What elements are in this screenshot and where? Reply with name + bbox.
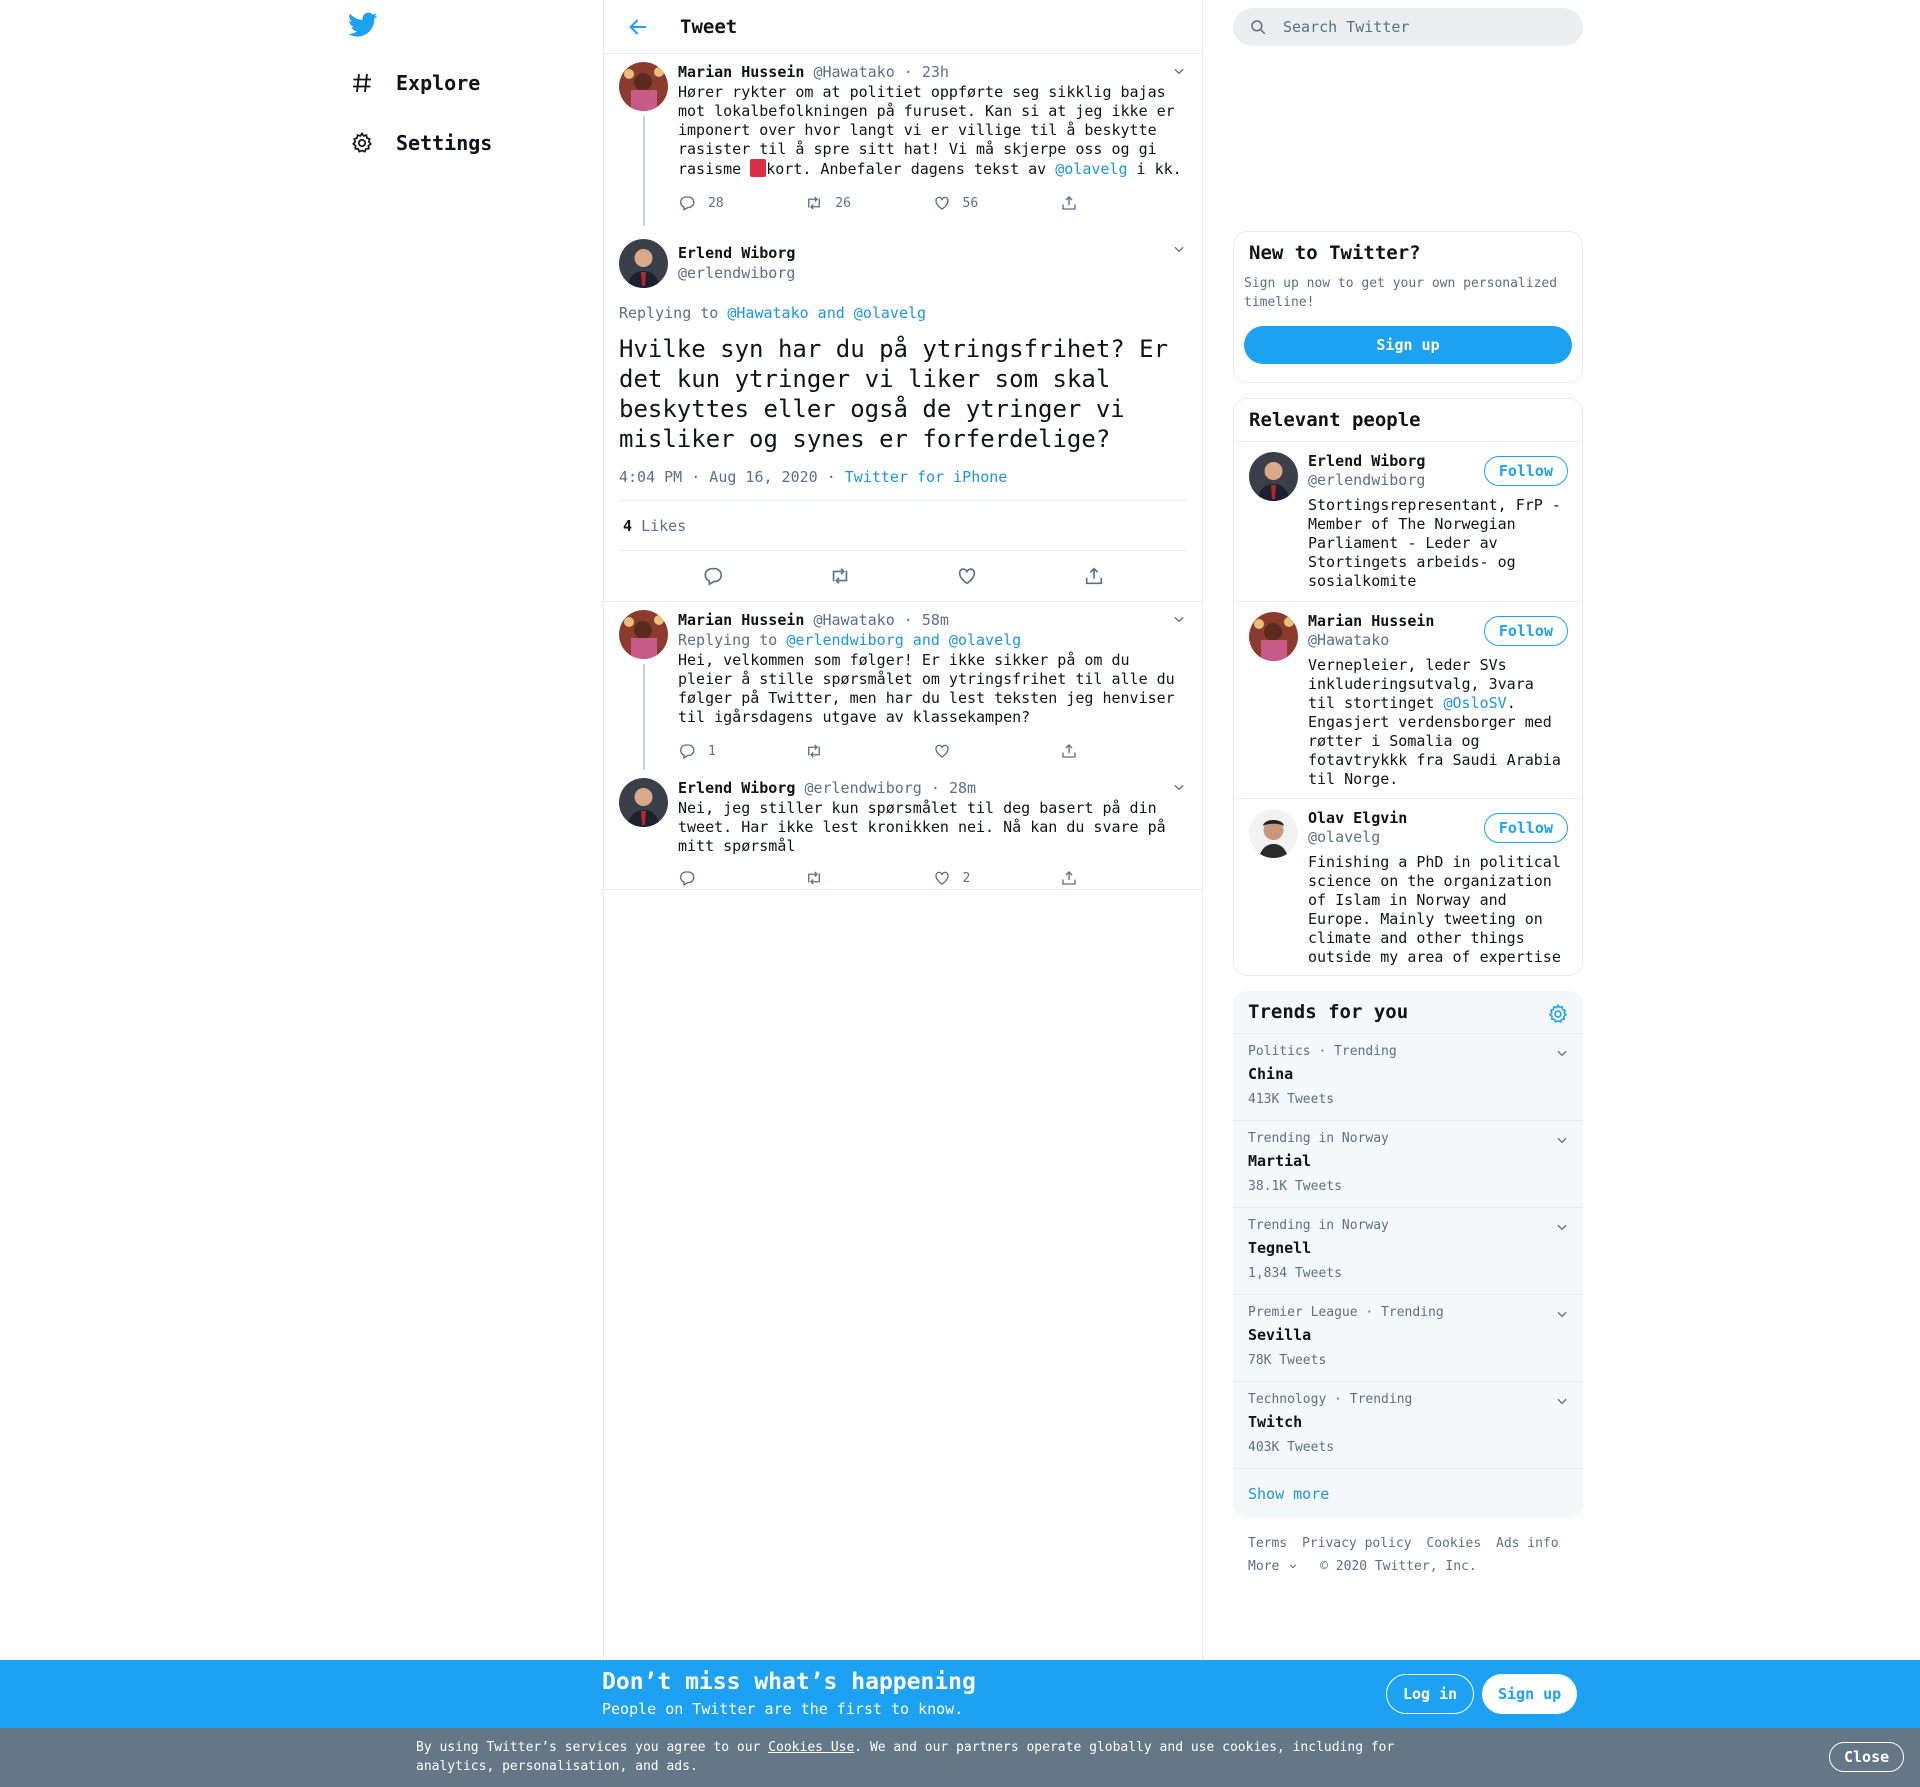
thread-line <box>643 664 645 770</box>
follow-button[interactable]: Follow <box>1484 616 1568 646</box>
separator-dot: · <box>817 468 845 486</box>
author-name[interactable]: Erlend Wiborg <box>678 779 796 797</box>
person-name[interactable]: Marian Hussein <box>1308 612 1435 630</box>
footer <box>1233 1532 1583 1578</box>
chevron-down-icon[interactable] <box>1172 780 1186 794</box>
tweet-actions <box>678 731 1187 771</box>
person-bio: Finishing a PhD in political science on the organization of Islam in Norway and Europe. Mainly tweeting on climate and other things outside my area of expertise <box>1308 853 1561 966</box>
likes-count: 4 <box>623 516 633 535</box>
chevron-down-icon[interactable] <box>1555 1046 1569 1060</box>
reply-icon <box>678 742 696 760</box>
tweet-source-link[interactable]: Twitter for iPhone <box>844 468 1008 486</box>
like-button[interactable] <box>933 194 1060 212</box>
reply-button[interactable] <box>678 194 805 212</box>
replying-to <box>619 304 1187 322</box>
chevron-down-icon[interactable] <box>1555 1220 1569 1234</box>
nav-item-explore[interactable] <box>348 63 480 103</box>
likes-label: Likes <box>641 516 687 535</box>
cookie-bar <box>0 1728 1920 1787</box>
separator-dot: · <box>903 611 922 629</box>
person-name[interactable]: Olav Elgvin <box>1308 809 1408 827</box>
retweet-icon[interactable] <box>829 565 851 587</box>
chevron-down-icon[interactable] <box>1172 64 1186 78</box>
avatar[interactable] <box>1249 612 1298 661</box>
cookie-text: By using Twitter’s services you agree to our <box>416 1740 769 1755</box>
banner-headline: Don’t miss what’s happening <box>602 1669 976 1695</box>
avatar[interactable] <box>619 239 668 288</box>
trend-name: China <box>1248 1065 1294 1083</box>
separator-dot: · <box>930 779 949 797</box>
trend-context: Trending in Norway <box>1248 1131 1389 1146</box>
reply-count: 28 <box>708 195 724 211</box>
reply-button[interactable] <box>678 742 805 760</box>
tweet-actions <box>678 858 1187 898</box>
red-card-emoji-icon <box>750 159 766 177</box>
signup-card-title: New to Twitter? <box>1249 242 1421 264</box>
tweet-actions <box>619 551 1187 601</box>
chevron-down-icon <box>1288 1561 1298 1571</box>
trend-name: Sevilla <box>1248 1326 1312 1344</box>
replying-to <box>678 630 1187 650</box>
relevant-people-card <box>1233 398 1583 976</box>
heart-icon <box>933 742 951 760</box>
likes-row[interactable] <box>619 501 1187 551</box>
tweet-time[interactable]: 58m <box>921 611 949 629</box>
footer-link[interactable]: Cookies <box>1426 1536 1482 1551</box>
tweet-body <box>678 610 1187 727</box>
gear-icon <box>348 129 376 157</box>
tweet-meta <box>678 62 1187 82</box>
retweet-icon <box>805 194 823 212</box>
page-title: Tweet <box>680 15 738 38</box>
trends-title: Trends for you <box>1248 1001 1409 1023</box>
person-name[interactable]: Erlend Wiborg <box>1308 452 1426 470</box>
author-name[interactable]: Marian Hussein <box>678 611 805 629</box>
nav-item-label: Explore <box>396 71 481 95</box>
trend-context: Politics · Trending <box>1248 1044 1397 1059</box>
tweet-text-part: Hører rykter om at politiet oppførte seg sikklig bajas mot lokalbefolkningen på furuset. Kan si at jeg ikke er imponert over hvor langt vi er villige til å beskytte rasister til å spre sitt hat! Vi må skjerpe oss og gi rasisme <box>678 83 1175 178</box>
focused-author <box>619 238 1187 288</box>
tweet-time[interactable]: 28m <box>948 779 977 797</box>
tweet-reply[interactable] <box>604 770 1202 890</box>
footer-link[interactable]: Terms <box>1248 1536 1288 1551</box>
like-button[interactable] <box>933 742 1060 760</box>
share-icon[interactable] <box>1083 565 1105 587</box>
retweet-icon <box>805 869 823 887</box>
chevron-down-icon[interactable] <box>1555 1133 1569 1147</box>
banner-subtext: People on Twitter are the first to know. <box>602 1700 964 1718</box>
person-handle[interactable]: @olavelg <box>1308 828 1381 846</box>
person-row[interactable] <box>1234 601 1582 798</box>
trends-header <box>1233 991 1583 1033</box>
person-row[interactable] <box>1234 441 1582 601</box>
chevron-down-icon[interactable] <box>1172 612 1186 626</box>
avatar[interactable] <box>619 778 668 827</box>
heart-icon <box>933 869 951 887</box>
trend-item[interactable] <box>1233 1381 1583 1468</box>
tweet-text-part: i kk. <box>1127 160 1182 178</box>
back-arrow-icon[interactable] <box>624 13 652 41</box>
footer-more[interactable] <box>1248 1559 1305 1574</box>
tweet-text-part: kort. Anbefaler dagens tekst av <box>766 160 1056 178</box>
tweet-text: Hvilke syn har du på ytringsfrihet? Er det kun ytringer vi liker som skal beskyttes eller også de ytringer vi misliker og synes er forferdelige? <box>619 335 1169 453</box>
tweet-text: Hei, velkommen som følger! Er ikke sikker på om du pleier å stille spørsmålet om ytringsfrihet til alle du følger på Twitter, men har du lest teksten jeg henviser til igårsdagens utgave av klassekampen? <box>678 651 1175 726</box>
cookie-close-button[interactable]: Close <box>1829 1742 1904 1772</box>
share-button[interactable] <box>1060 194 1187 212</box>
trend-context: Trending in Norway <box>1248 1218 1389 1233</box>
nav-item-label: Settings <box>396 131 493 155</box>
reply-icon <box>678 869 696 887</box>
share-icon <box>1060 742 1078 760</box>
tweet-actions <box>678 183 1187 223</box>
avatar[interactable] <box>619 62 668 111</box>
share-button[interactable] <box>1060 742 1187 760</box>
like-button[interactable] <box>933 869 1060 887</box>
footer-link[interactable]: Ads info <box>1496 1536 1559 1551</box>
reply-button[interactable] <box>678 869 805 887</box>
tweet-parent[interactable] <box>604 54 1202 226</box>
separator-dot: · <box>903 63 922 81</box>
author-handle[interactable]: @erlendwiborg <box>678 264 796 282</box>
replying-to-link[interactable]: @Hawatako and @olavelg <box>727 304 927 322</box>
author-handle[interactable]: @Hawatako <box>813 611 895 629</box>
reply-count: 1 <box>708 743 716 759</box>
like-count: 2 <box>962 870 971 886</box>
mention-link[interactable]: @OsloSV <box>1443 694 1507 712</box>
trend-name: Martial <box>1248 1152 1312 1170</box>
author-name[interactable]: Marian Hussein <box>678 63 805 81</box>
tweet-timestamp[interactable]: 4:04 PM · Aug 16, 2020 <box>619 468 818 486</box>
show-more-row <box>1233 1468 1583 1518</box>
bio-text: Vernepleier, leder SVs inkluderingsutvalg, 3vara til stortinget <box>1308 656 1534 712</box>
heart-icon[interactable] <box>956 565 978 587</box>
search-box[interactable] <box>1233 8 1583 46</box>
right-sidebar <box>1233 0 1583 1578</box>
hashtag-icon <box>348 69 376 97</box>
cookies-use-link[interactable]: Cookies Use <box>768 1740 855 1755</box>
tweet-meta <box>678 610 1187 630</box>
trend-item[interactable] <box>1233 1294 1583 1381</box>
person-row[interactable] <box>1234 798 1582 975</box>
follow-button[interactable]: Follow <box>1484 813 1568 843</box>
author-name[interactable]: Erlend Wiborg <box>678 244 796 262</box>
retweet-button[interactable] <box>805 194 932 212</box>
trends-card <box>1233 991 1583 1518</box>
login-button[interactable]: Log in <box>1386 1674 1474 1714</box>
trend-count: 38.1K Tweets <box>1248 1179 1342 1194</box>
trend-item[interactable] <box>1233 1033 1583 1120</box>
like-count: 56 <box>962 195 979 211</box>
share-icon <box>1060 194 1078 212</box>
nav-item-settings[interactable] <box>348 123 492 163</box>
reply-icon <box>678 194 696 212</box>
tweet-header <box>604 0 1202 54</box>
trend-item[interactable] <box>1233 1120 1583 1207</box>
bio-text: . Engasjert verdensborger med røtter i Somalia og fotavtrykkk fra Saudi Arabia til Norge. <box>1308 694 1561 788</box>
person-handle[interactable]: @Hawatako <box>1308 631 1390 649</box>
share-button[interactable] <box>1060 869 1187 887</box>
banner-signup-button[interactable]: Sign up <box>1482 1674 1577 1714</box>
tweet-timestamp-row <box>619 468 1187 501</box>
retweet-button[interactable] <box>805 869 932 887</box>
tweet-reply[interactable] <box>604 602 1202 770</box>
main-column <box>603 0 1203 1787</box>
signup-card-text: Sign up now to get your own personalized timeline! <box>1244 276 1558 310</box>
tweet-body <box>678 778 1187 856</box>
retweet-button[interactable] <box>805 742 932 760</box>
signup-card <box>1233 231 1583 383</box>
tweet-time[interactable]: 23h <box>921 63 949 81</box>
tweet-text <box>678 83 1187 179</box>
trend-context: Technology · Trending <box>1248 1392 1413 1407</box>
trend-item[interactable] <box>1233 1207 1583 1294</box>
heart-icon <box>933 194 951 212</box>
mention-link[interactable]: @olavelg <box>1055 160 1128 178</box>
avatar[interactable] <box>1249 452 1298 501</box>
trend-count: 78K Tweets <box>1248 1353 1327 1368</box>
replying-prefix: Replying to <box>619 304 728 322</box>
avatar[interactable] <box>619 610 668 659</box>
retweet-count: 26 <box>835 195 851 211</box>
thread-line <box>643 116 645 226</box>
avatar[interactable] <box>1249 809 1298 858</box>
cookie-message <box>416 1738 1416 1776</box>
search-icon <box>1249 18 1267 36</box>
replying-to-link[interactable]: @erlendwiborg and @olavelg <box>786 631 1022 649</box>
tweet-body <box>678 62 1187 179</box>
author-handle[interactable]: @Hawatako <box>813 63 895 81</box>
footer-link[interactable]: Privacy policy <box>1301 1536 1412 1551</box>
person-bio: Stortingsrepresentant, FrP - Member of The Norwegian Parliament - Leder av Stortingets arbeids- og sosialkomite <box>1308 496 1561 590</box>
person-handle[interactable]: @erlendwiborg <box>1308 471 1426 489</box>
signup-banner <box>0 1660 1920 1728</box>
replying-prefix: Replying to <box>678 631 787 649</box>
retweet-icon <box>805 742 823 760</box>
reply-icon[interactable] <box>702 565 724 587</box>
copyright: © 2020 Twitter, Inc. <box>1320 1559 1477 1574</box>
gear-icon[interactable] <box>1547 1003 1569 1025</box>
trend-context: Premier League · Trending <box>1248 1305 1444 1320</box>
trend-name: Twitch <box>1248 1413 1303 1431</box>
tweet-focused <box>604 226 1202 602</box>
follow-button[interactable]: Follow <box>1484 456 1568 486</box>
person-bio <box>1308 656 1567 789</box>
chevron-down-icon[interactable] <box>1555 1394 1569 1408</box>
share-icon <box>1060 869 1078 887</box>
footer-more-label: More <box>1248 1559 1280 1574</box>
trend-name: Tegnell <box>1248 1239 1312 1257</box>
tweet-meta <box>678 778 1187 798</box>
trend-count: 1,834 Tweets <box>1248 1266 1342 1281</box>
trend-count: 403K Tweets <box>1248 1440 1335 1455</box>
trend-count: 413K Tweets <box>1248 1092 1335 1107</box>
cookie-text: . We and our partners operate globally and use cookies, including for analytics, personalisation, and ads. <box>416 1740 1395 1774</box>
chevron-down-icon[interactable] <box>1172 242 1186 256</box>
signup-button[interactable]: Sign up <box>1244 326 1572 364</box>
show-more-link[interactable]: Show more <box>1248 1484 1330 1503</box>
relevant-people-title: Relevant people <box>1249 409 1421 431</box>
chevron-down-icon[interactable] <box>1555 1307 1569 1321</box>
author-handle[interactable]: @erlendwiborg <box>804 779 922 797</box>
search-input[interactable]: Search Twitter <box>1283 18 1410 36</box>
tweet-text: Nei, jeg stiller kun spørsmålet til deg basert på din tweet. Har ikke lest kronikken nei. Nå kan du svare på mitt spørsmål <box>678 799 1166 855</box>
twitter-bird-icon[interactable] <box>348 12 378 38</box>
